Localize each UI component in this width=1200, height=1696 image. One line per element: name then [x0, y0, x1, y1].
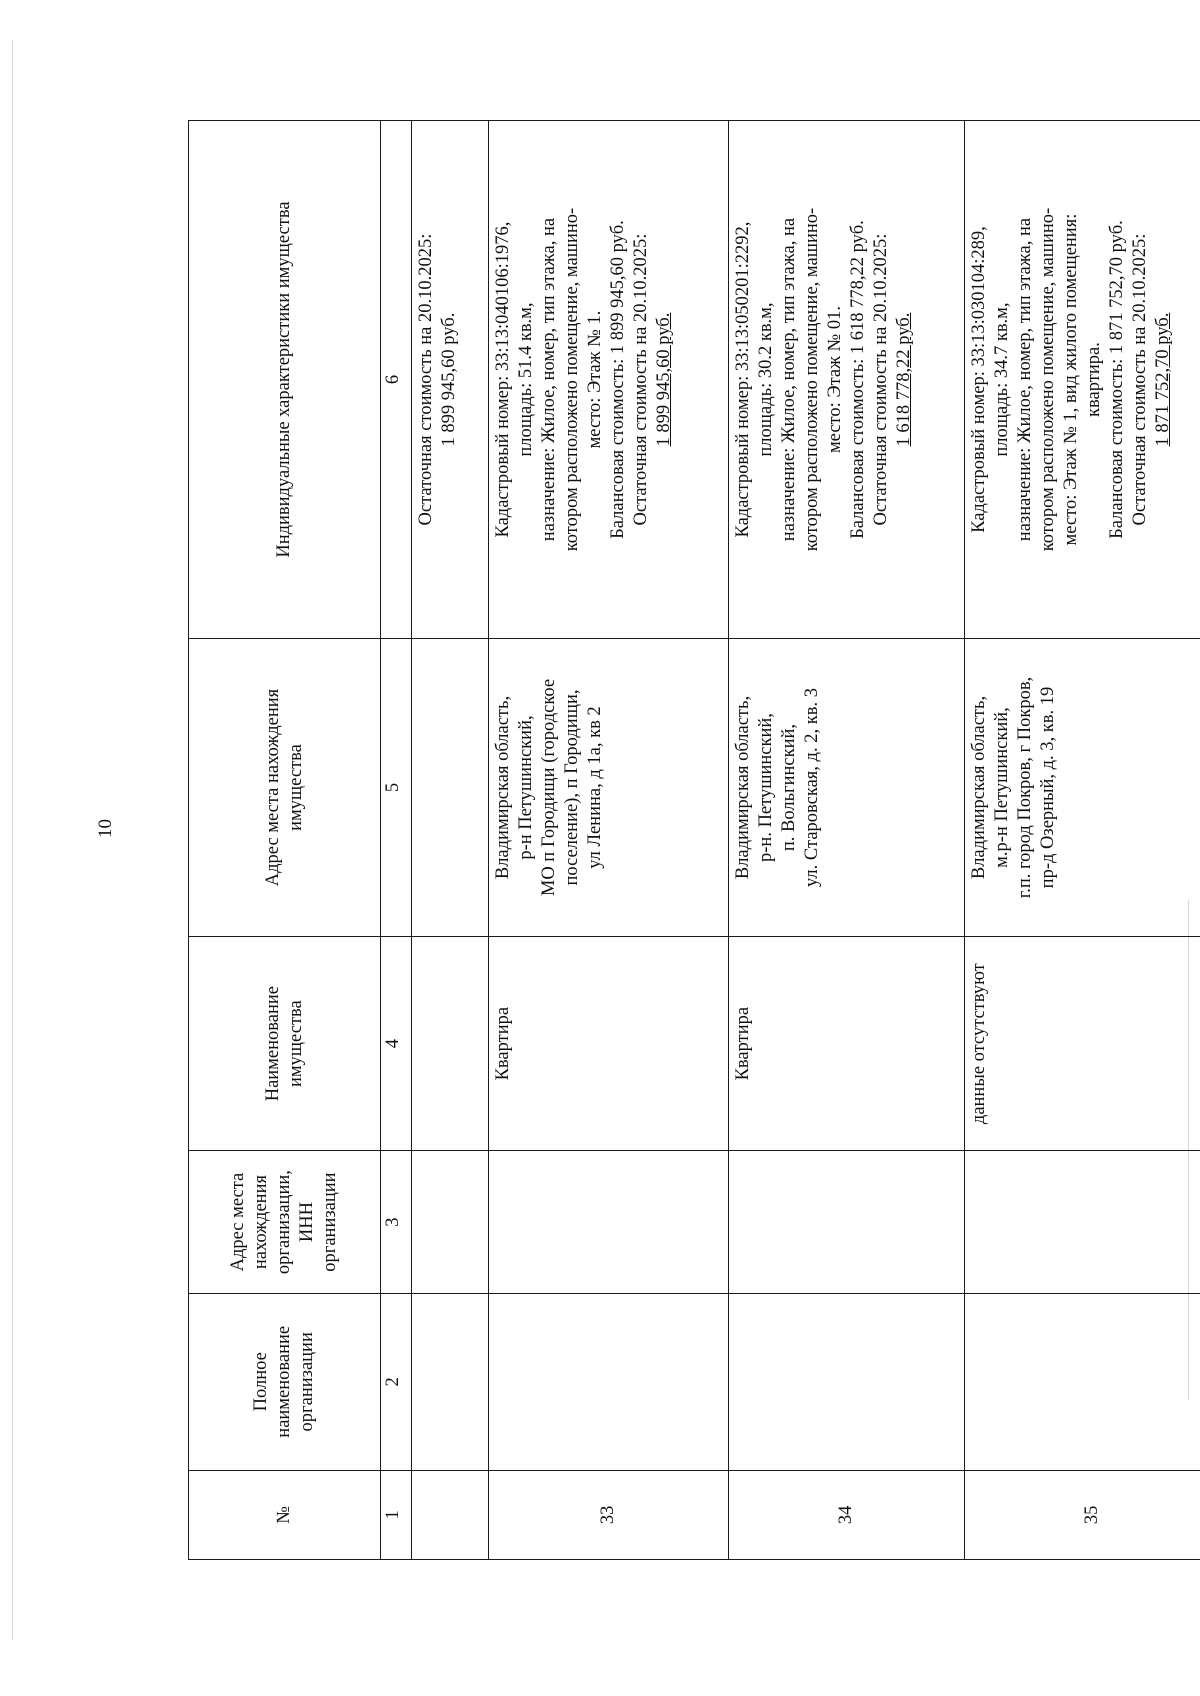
property-registry-table	[188, 120, 1200, 1560]
row-number: 35	[964, 1470, 1200, 1559]
text-line: площадь: 34.7 кв.м,	[991, 302, 1012, 457]
text-line: место: Этаж № 01.	[825, 306, 846, 454]
org-address-cell	[964, 1151, 1200, 1293]
property-name: Квартира	[489, 936, 729, 1150]
text-line: 1 871 752,70 руб.	[1152, 312, 1173, 447]
text-line: пр-д Озерный, д. 3, кв. 19	[1037, 686, 1058, 889]
header-property-name: Наименование имущества	[189, 936, 381, 1150]
column-number: 5	[381, 639, 412, 937]
column-number: 1	[381, 1470, 412, 1559]
continuation-cell	[412, 1470, 489, 1559]
text-line: квартира.	[1083, 342, 1104, 417]
text-line: Балансовая стоимость: 1 618 778,22 руб.	[848, 220, 869, 539]
header-org-name: Полное наименование организации	[189, 1293, 381, 1470]
text-line: назначение: Жилое, номер, тип этажа, на	[1014, 217, 1035, 542]
text-line: место: Этаж № 1, вид жилого помещения:	[1060, 213, 1081, 546]
text-line: Остаточная стоимость на 20.10.2025:	[871, 233, 892, 526]
page-number: 10	[95, 819, 116, 838]
text-line: Балансовая стоимость: 1 899 945,60 руб.	[608, 220, 629, 539]
text-line: р-н. Петушинский,	[756, 713, 777, 862]
text-line: 1 618 778,22 руб.	[894, 312, 915, 447]
text-line: р-н Петушинский,	[516, 715, 537, 860]
column-number: 4	[381, 936, 412, 1150]
text-line: котором расположено помещение, машино-	[562, 207, 583, 552]
property-name: Квартира	[729, 936, 964, 1150]
text-line: площадь: 51.4 кв.м,	[516, 302, 537, 457]
text-line: ул Ленина, д 1а, кв 2	[585, 706, 606, 869]
text-line: п. Вольгинский,	[779, 723, 800, 852]
header-org-address: Адрес места нахождения организации, ИНН организации	[189, 1151, 381, 1293]
text-line: место: Этаж № 1.	[585, 310, 606, 449]
property-address	[729, 639, 964, 937]
property-address	[964, 639, 1200, 937]
continuation-cell	[412, 639, 489, 937]
header-number: №	[189, 1470, 381, 1559]
rotated-table-container	[188, 120, 1200, 1560]
property-characteristics	[964, 121, 1200, 639]
text-line: котором расположено помещение, машино-	[802, 207, 823, 552]
header-property-address: Адрес места нахождения имущества	[189, 639, 381, 937]
text-line: Кадастровый номер: 33:13:030104:289,	[968, 226, 989, 533]
text-line: Балансовая стоимость: 1 871 752,70 руб.	[1106, 220, 1127, 539]
continuation-row	[412, 121, 489, 1560]
text-line: МО п Городищи (городское	[539, 678, 560, 897]
org-name-cell	[729, 1293, 964, 1470]
property-address	[489, 639, 729, 937]
org-address-cell	[489, 1151, 729, 1293]
text-line: Владимирская область,	[968, 695, 989, 880]
column-number: 6	[381, 121, 412, 639]
text-line: Кадастровый номер: 33:13:050201:2292,	[733, 221, 754, 538]
property-characteristics	[489, 121, 729, 639]
text-line: 1 899 945,60 руб.	[654, 312, 675, 447]
text-line: г.п. город Покров, г Покров,	[1014, 676, 1035, 899]
column-number: 2	[381, 1293, 412, 1470]
text-line: Кадастровый номер: 33:13:040106:1976,	[493, 221, 514, 538]
continuation-cell	[412, 1151, 489, 1293]
row-number: 33	[489, 1470, 729, 1559]
continuation-cell	[412, 1293, 489, 1470]
text-line: Владимирская область,	[493, 695, 514, 880]
table-header-row	[189, 121, 381, 1560]
org-name-cell	[489, 1293, 729, 1470]
header-characteristics: Индивидуальные характеристики имущества	[189, 121, 381, 639]
scan-edge-mark	[12, 40, 13, 1640]
text-line: 1 899 945,60 руб.	[439, 312, 460, 447]
text-line: поселение), п Городищи,	[562, 689, 583, 886]
text-line: котором расположено помещение, машино-	[1037, 207, 1058, 552]
continuation-cell	[412, 936, 489, 1150]
org-address-cell	[729, 1151, 964, 1293]
row-number: 34	[729, 1470, 964, 1559]
continuation-characteristics	[412, 121, 489, 639]
table-row	[489, 121, 729, 1560]
text-line: назначение: Жилое, номер, тип этажа, на	[779, 217, 800, 542]
text-line: Владимирская область,	[733, 695, 754, 880]
text-line: назначение: Жилое, номер, тип этажа, на	[539, 217, 560, 542]
table-row	[729, 121, 964, 1560]
column-number: 3	[381, 1151, 412, 1293]
table-row	[964, 121, 1200, 1560]
text-line: Остаточная стоимость на 20.10.2025:	[631, 233, 652, 526]
text-line: Остаточная стоимость на 20.10.2025:	[416, 233, 437, 526]
property-name: данные отсутствуют	[964, 936, 1200, 1150]
text-line: площадь: 30.2 кв.м,	[756, 302, 777, 457]
org-name-cell	[964, 1293, 1200, 1470]
property-characteristics	[729, 121, 964, 639]
text-line: м.р-н Петушинский,	[991, 707, 1012, 868]
column-number-row	[381, 121, 412, 1560]
text-line: ул. Старовская, д. 2, кв. 3	[802, 688, 823, 887]
text-line: Остаточная стоимость на 20.10.2025:	[1129, 233, 1150, 526]
